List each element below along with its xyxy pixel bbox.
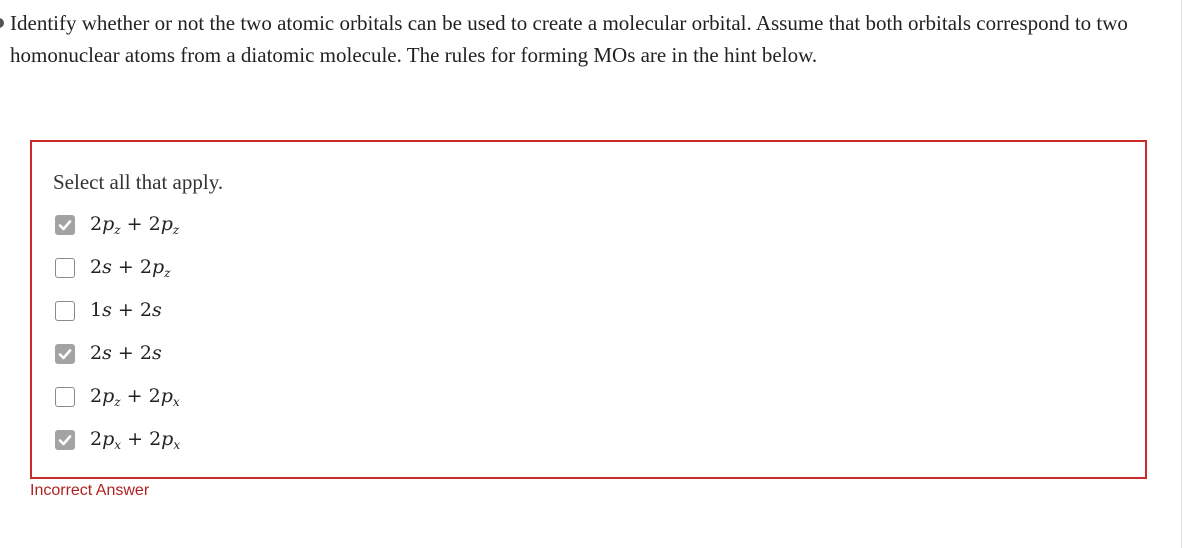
option-item[interactable] — [55, 246, 180, 289]
term-orbital: p — [102, 212, 115, 235]
option-label — [90, 342, 162, 366]
plus-operator: + — [127, 427, 144, 450]
option-item[interactable] — [55, 375, 180, 418]
term-subscript: x — [172, 394, 180, 409]
term-coefficient: 2 — [139, 255, 152, 278]
term-subscript: z — [114, 394, 121, 409]
term-orbital: p — [102, 384, 115, 407]
term-coefficient: 2 — [139, 298, 152, 321]
term-coefficient: 2 — [149, 427, 162, 450]
checkbox[interactable] — [55, 215, 75, 235]
answer-box — [30, 140, 1147, 479]
option-label — [90, 385, 180, 409]
term-orbital: p — [151, 255, 165, 278]
term-coefficient: 2 — [90, 341, 103, 364]
checkmark-icon — [57, 346, 73, 362]
question-text: Identify whether or not the two atomic orbitals can be used to create a molecular orbital. Assume that both orbitals correspond to two homonuclear atoms from a diatomic molecule. The rules for forming MOs are in the hint below. — [10, 11, 1128, 67]
term-orbital: s — [151, 341, 162, 364]
term-coefficient: 2 — [148, 212, 161, 235]
question-bullet-icon — [0, 18, 4, 28]
term-subscript: x — [173, 437, 181, 452]
option-list — [55, 203, 180, 461]
checkbox[interactable] — [55, 344, 75, 364]
option-label — [90, 428, 180, 452]
option-item[interactable] — [55, 418, 180, 461]
checkbox[interactable] — [55, 301, 75, 321]
term-subscript: z — [114, 222, 121, 237]
term-orbital: p — [102, 427, 115, 450]
option-item[interactable] — [55, 332, 180, 375]
checkbox[interactable] — [55, 387, 75, 407]
term-orbital: s — [102, 255, 112, 278]
term-coefficient: 1 — [90, 298, 103, 321]
plus-operator: + — [117, 298, 134, 321]
plus-operator: + — [117, 255, 134, 278]
term-coefficient: 2 — [90, 255, 103, 278]
term-orbital: s — [151, 298, 162, 321]
term-coefficient: 2 — [90, 212, 103, 235]
term-coefficient: 2 — [90, 384, 103, 407]
term-orbital: p — [160, 384, 173, 407]
option-label — [90, 299, 162, 323]
term-orbital: s — [102, 298, 112, 321]
term-orbital: p — [160, 212, 173, 235]
term-subscript: x — [114, 437, 122, 452]
checkmark-icon — [57, 432, 73, 448]
option-label — [90, 256, 170, 280]
plus-operator: + — [126, 384, 143, 407]
term-coefficient: 2 — [148, 384, 161, 407]
term-coefficient: 2 — [139, 341, 152, 364]
term-subscript: z — [164, 265, 171, 280]
term-subscript: z — [172, 222, 180, 237]
plus-operator: + — [117, 341, 134, 364]
checkbox[interactable] — [55, 430, 75, 450]
select-instructions: Select all that apply. — [53, 170, 224, 194]
checkbox[interactable] — [55, 258, 75, 278]
option-item[interactable] — [55, 289, 180, 332]
term-orbital: p — [161, 427, 174, 450]
option-item[interactable] — [55, 203, 180, 246]
term-coefficient: 2 — [90, 427, 103, 450]
plus-operator: + — [126, 212, 143, 235]
checkmark-icon — [57, 217, 73, 233]
option-label — [90, 213, 179, 237]
term-orbital: s — [102, 341, 112, 364]
feedback-message: Incorrect Answer — [30, 482, 150, 499]
